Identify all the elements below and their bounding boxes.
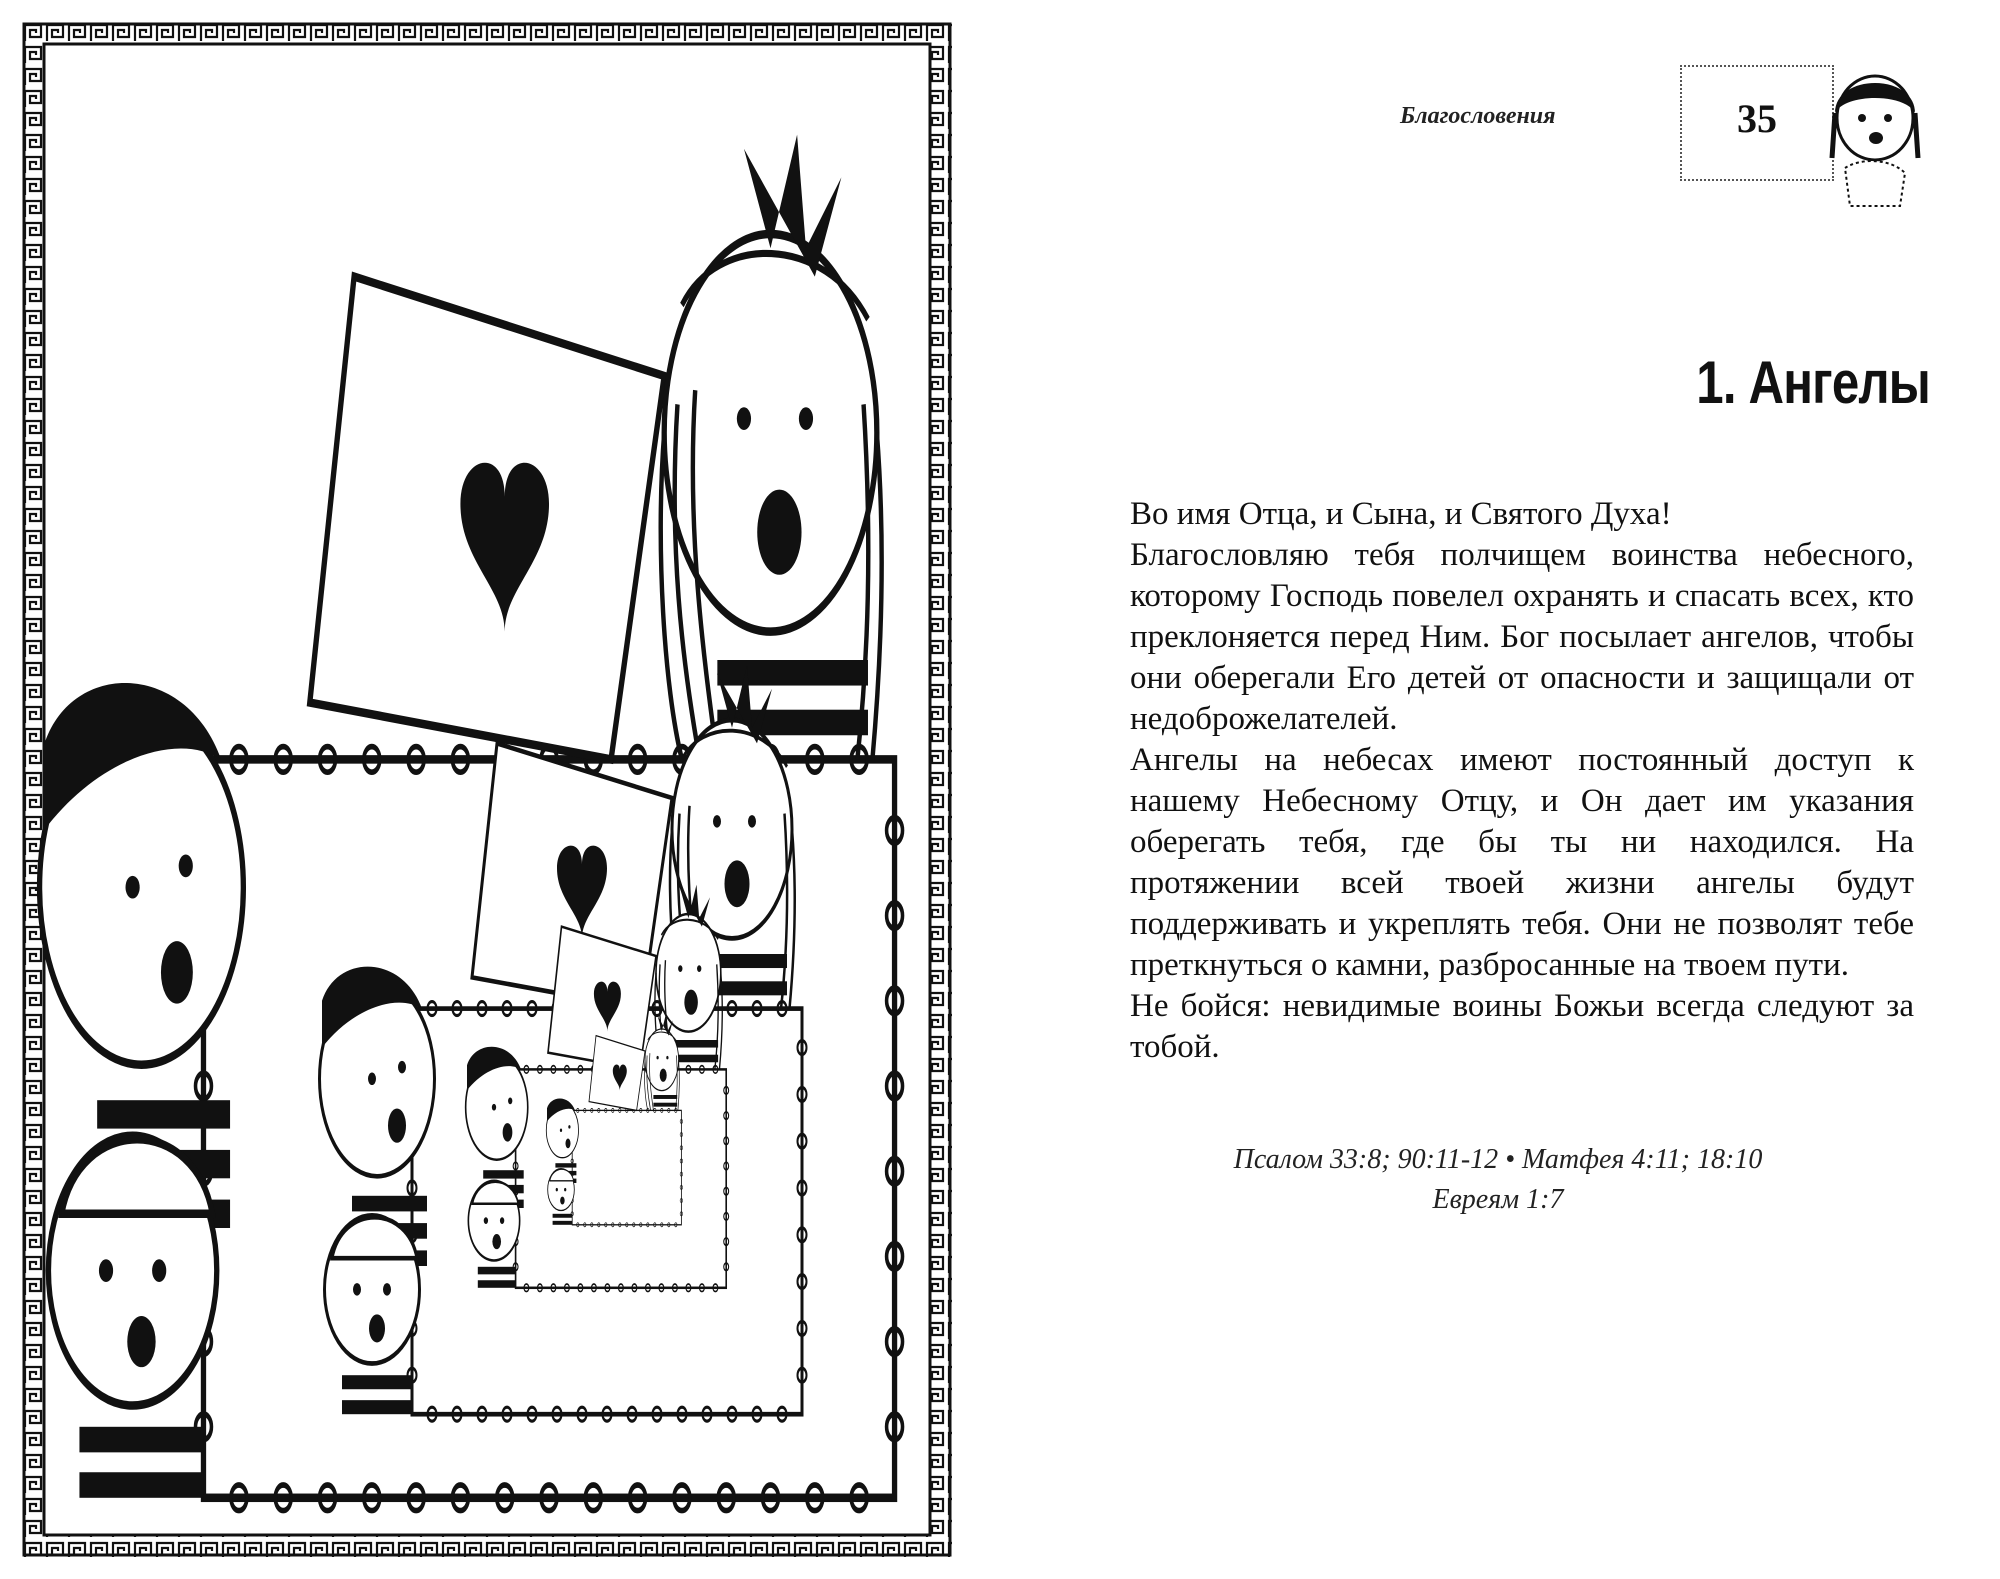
paragraph-2: Благословляю тебя полчищем воинства небесного, которому Господь повелел охранять и спасать всех, кто преклоняется перед Ним. Бог посылает ангелов, чтобы они оберегали Его детей от опасности и защищали от недоброжелателей. xyxy=(1130,537,1914,737)
references-line-1: Псалом 33:8; 90:11-12 • Матфея 4:11; 18:10 xyxy=(1233,1144,1763,1175)
paragraph-3: Ангелы на небесах имеют постоянный доступ к нашему Небесному Отцу, и Он дает им указания оберегать тебя, где бы ты ни находился. На протяжении всей твоей жизни ангелы будут поддерживать и укреплять тебя. Они не позволят тебе преткнуться о камни, разбросанные на твоем пути. xyxy=(1130,742,1914,983)
droste-illustration xyxy=(22,22,952,1557)
chapter-title: 1. Ангелы xyxy=(1696,349,1930,416)
body-text xyxy=(1082,494,1914,1068)
paragraph-4: Не бойся: невидимые воины Божьи всегда следуют за тобой. xyxy=(1130,988,1914,1065)
corner-girl-illustration xyxy=(1820,58,1930,208)
references-line-2: Евреям 1:7 xyxy=(1432,1184,1564,1215)
illustration-page xyxy=(22,22,952,1557)
page-number-box xyxy=(1680,65,1834,181)
running-head: Благословения xyxy=(1400,103,1556,129)
text-page xyxy=(1050,0,2000,1579)
paragraph-1: Во имя Отца, и Сына, и Святого Духа! xyxy=(1130,496,1672,532)
scripture-references xyxy=(1082,1140,1914,1220)
page-number: 35 xyxy=(1737,96,1777,141)
